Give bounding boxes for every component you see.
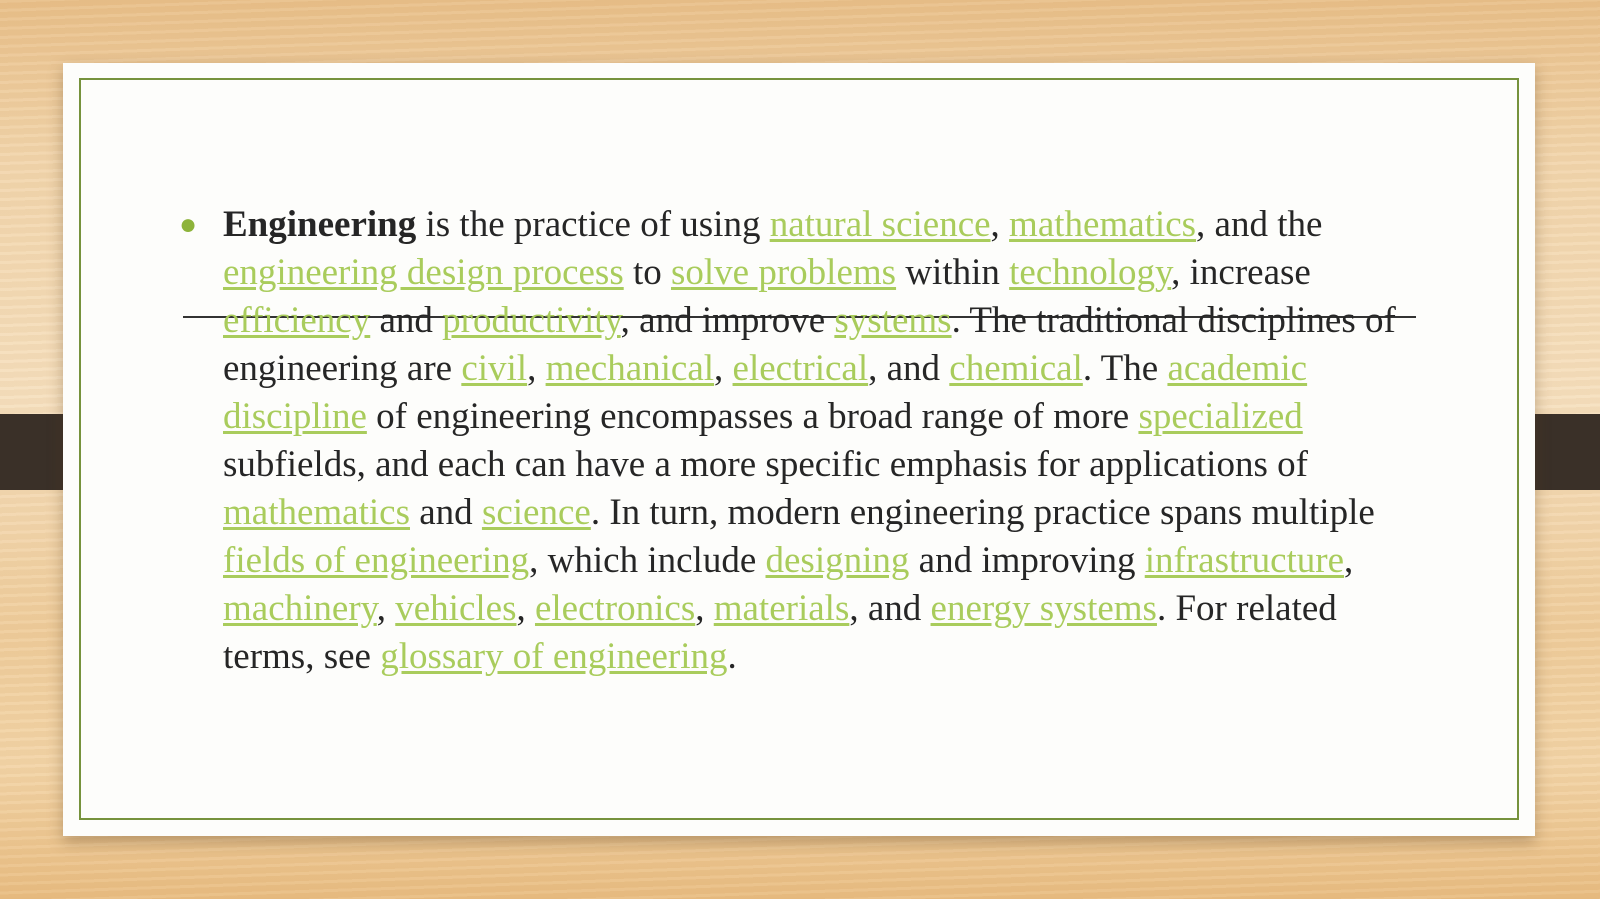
text-segment: ,: [376, 588, 396, 629]
link-vehicles[interactable]: vehicles: [395, 588, 517, 629]
link-systems[interactable]: systems: [834, 300, 952, 341]
link-mathematics[interactable]: mathematics: [1009, 204, 1197, 245]
text-segment: and: [410, 492, 482, 533]
term-engineering: Engineering: [223, 204, 417, 245]
link-materials[interactable]: materials: [713, 588, 850, 629]
text-segment: . The traditional disciplines of engineering are: [223, 300, 1396, 389]
link-civil[interactable]: civil: [461, 348, 528, 389]
link-machinery[interactable]: machinery: [223, 588, 377, 629]
link-science[interactable]: science: [481, 492, 591, 533]
definition-paragraph: [223, 201, 1425, 681]
slide-card: [63, 63, 1535, 836]
text-segment: ,: [516, 588, 535, 629]
link-solve-problems[interactable]: solve problems: [671, 252, 897, 293]
text-segment: . For related terms, see: [223, 588, 1337, 677]
link-designing[interactable]: designing: [765, 540, 910, 581]
link-mechanical[interactable]: mechanical: [545, 348, 715, 389]
link-infrastructure[interactable]: infrastructure: [1144, 540, 1345, 581]
text-segment: . In turn, modern engineering practice spans multiple: [590, 492, 1375, 533]
text-segment: , which include: [529, 540, 766, 581]
bullet-icon: ●: [179, 208, 198, 241]
link-energy-systems[interactable]: energy systems: [930, 588, 1157, 629]
text-segment: , and improve: [620, 300, 835, 341]
link-electrical[interactable]: electrical: [732, 348, 869, 389]
text-segment: is the practice of using: [416, 204, 770, 245]
link-glossary-of-engineering[interactable]: glossary of engineering: [380, 636, 728, 677]
text-segment: , increase: [1171, 252, 1311, 293]
text-segment: , and: [849, 588, 931, 629]
text-segment: .: [727, 636, 737, 677]
text-segment: ,: [695, 588, 714, 629]
text-segment: ,: [527, 348, 546, 389]
link-electronics[interactable]: electronics: [534, 588, 696, 629]
text-segment: of engineering encompasses a broad range of more: [366, 396, 1139, 437]
link-mathematics-2[interactable]: mathematics: [223, 492, 410, 533]
link-efficiency[interactable]: efficiency: [223, 300, 371, 341]
text-segment: . The: [1082, 348, 1168, 389]
link-engineering-design-process[interactable]: engineering design process: [223, 252, 624, 293]
text-segment: to: [623, 252, 671, 293]
link-natural-science[interactable]: natural science: [769, 204, 991, 245]
text-segment: ,: [1344, 540, 1354, 581]
text-segment: and improving: [909, 540, 1145, 581]
text-segment: ,: [990, 204, 1010, 245]
text-segment: , and the: [1196, 204, 1323, 245]
link-productivity[interactable]: productivity: [442, 300, 621, 341]
text-segment: , and: [868, 348, 950, 389]
link-academic-discipline[interactable]: academic discipline: [223, 348, 1308, 437]
link-fields-of-engineering[interactable]: fields of engineering: [223, 540, 530, 581]
link-chemical[interactable]: chemical: [949, 348, 1083, 389]
slide-body: [179, 201, 1425, 681]
text-segment: subfields, and each can have a more specific emphasis for applications of: [223, 444, 1308, 485]
link-technology[interactable]: technology: [1009, 252, 1172, 293]
text-segment: within: [896, 252, 1010, 293]
link-specialized[interactable]: specialized: [1138, 396, 1303, 437]
text-segment: and: [370, 300, 443, 341]
text-segment: ,: [714, 348, 733, 389]
